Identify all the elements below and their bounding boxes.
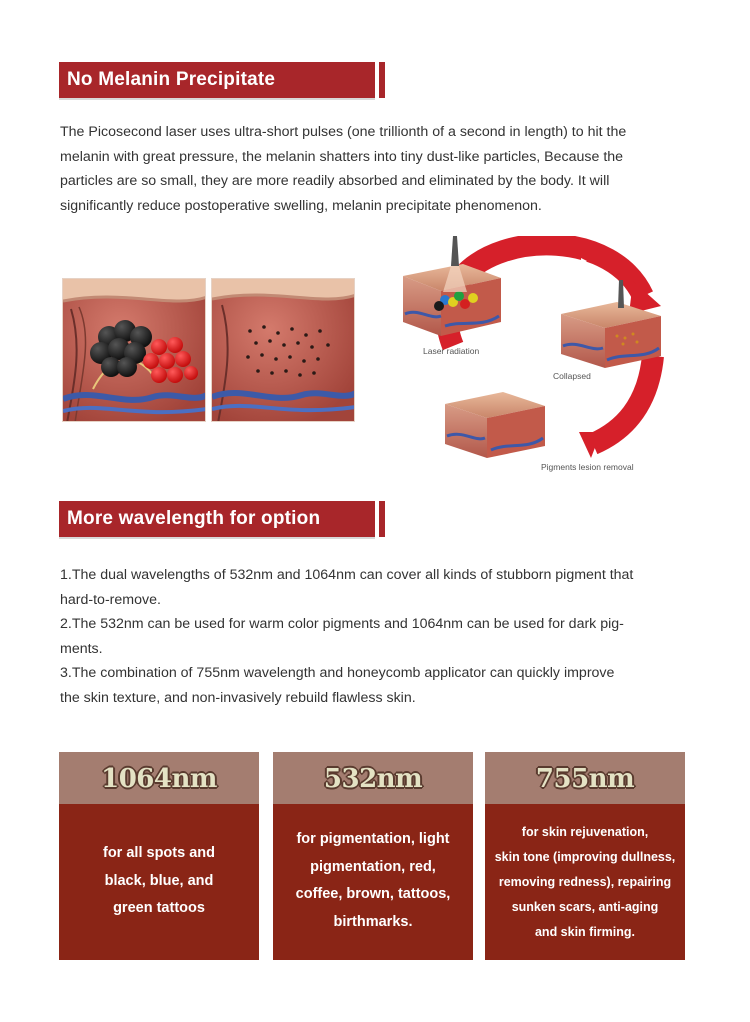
card-line: green tattoos <box>113 900 205 916</box>
card-line: coffee, brown, tattoos, <box>295 886 451 902</box>
card-1064nm <box>59 752 259 960</box>
list-line: the skin texture, and non-invasively rebuild flawless skin. <box>60 689 416 706</box>
section-title: No Melanin Precipitate <box>67 69 276 90</box>
card-532nm <box>273 752 473 960</box>
card-title: 532nm <box>323 764 423 794</box>
laser-cycle-diagram <box>393 236 693 488</box>
melanin-paragraph <box>60 120 682 218</box>
paragraph-line: significantly reduce postoperative swelling, melanin precipitate phenomenon. <box>60 197 542 214</box>
card-line: for skin rejuvenation, <box>521 825 649 839</box>
card-line: pigmentation, red, <box>310 858 436 875</box>
list-line: hard-to-remove. <box>60 591 161 608</box>
list-line: 2.The 532nm can be used for warm color pigments and 1064nm can be used for dark pig- <box>60 616 624 633</box>
list-line: ments. <box>60 640 103 657</box>
card-body <box>485 820 685 945</box>
section-header-melanin <box>59 62 385 98</box>
wavelength-cards <box>59 752 685 960</box>
header-bar <box>59 501 375 537</box>
card-line: and skin firming. <box>534 925 635 939</box>
card-line: skin tone (improving dullness, <box>494 850 676 864</box>
header-bar <box>59 62 375 98</box>
diagram-label-laser: Laser radiation <box>423 346 480 356</box>
card-title: 755nm <box>535 764 635 794</box>
card-body <box>59 840 259 923</box>
card-title: 1064nm <box>101 764 217 794</box>
skin-block-removal <box>445 392 545 458</box>
paragraph-line: The Picosecond laser uses ultra-short pulses (one trillionth of a second in length) to hit the <box>60 124 627 140</box>
header-accent <box>379 62 385 98</box>
paragraph-line: melanin with great pressure, the melanin shatters into tiny dust-like particles, Because the <box>60 148 624 165</box>
list-line: 1.The dual wavelengths of 532nm and 1064nm can cover all kinds of stubborn pigment that <box>60 567 634 583</box>
wavelength-list <box>60 563 682 711</box>
card-line: for pigmentation, light <box>296 831 450 847</box>
section-title: More wavelength for option <box>67 508 321 529</box>
pigment-cluster-image <box>62 278 206 422</box>
list-line: 3.The combination of 755nm wavelength and honeycomb applicator can quickly improve <box>60 665 615 682</box>
card-line: sunken scars, anti-aging <box>511 900 659 914</box>
diagram-label-removal: Pigments lesion removal <box>541 462 634 472</box>
header-accent <box>379 501 385 537</box>
card-line: black, blue, and <box>104 872 214 889</box>
card-body <box>273 826 473 936</box>
card-line: removing redness), repairing <box>498 875 672 889</box>
card-line: for all spots and <box>103 845 215 861</box>
pigment-dust-image <box>211 278 355 422</box>
section-header-wavelength <box>59 501 385 537</box>
diagram-label-collapsed: Collapsed <box>553 371 591 381</box>
header-underline <box>59 98 375 100</box>
card-line: birthmarks. <box>333 913 413 930</box>
header-underline <box>59 537 375 539</box>
paragraph-line: particles are so small, they are more readily absorbed and eliminated by the body. It will <box>60 173 610 189</box>
card-755nm <box>485 752 685 960</box>
